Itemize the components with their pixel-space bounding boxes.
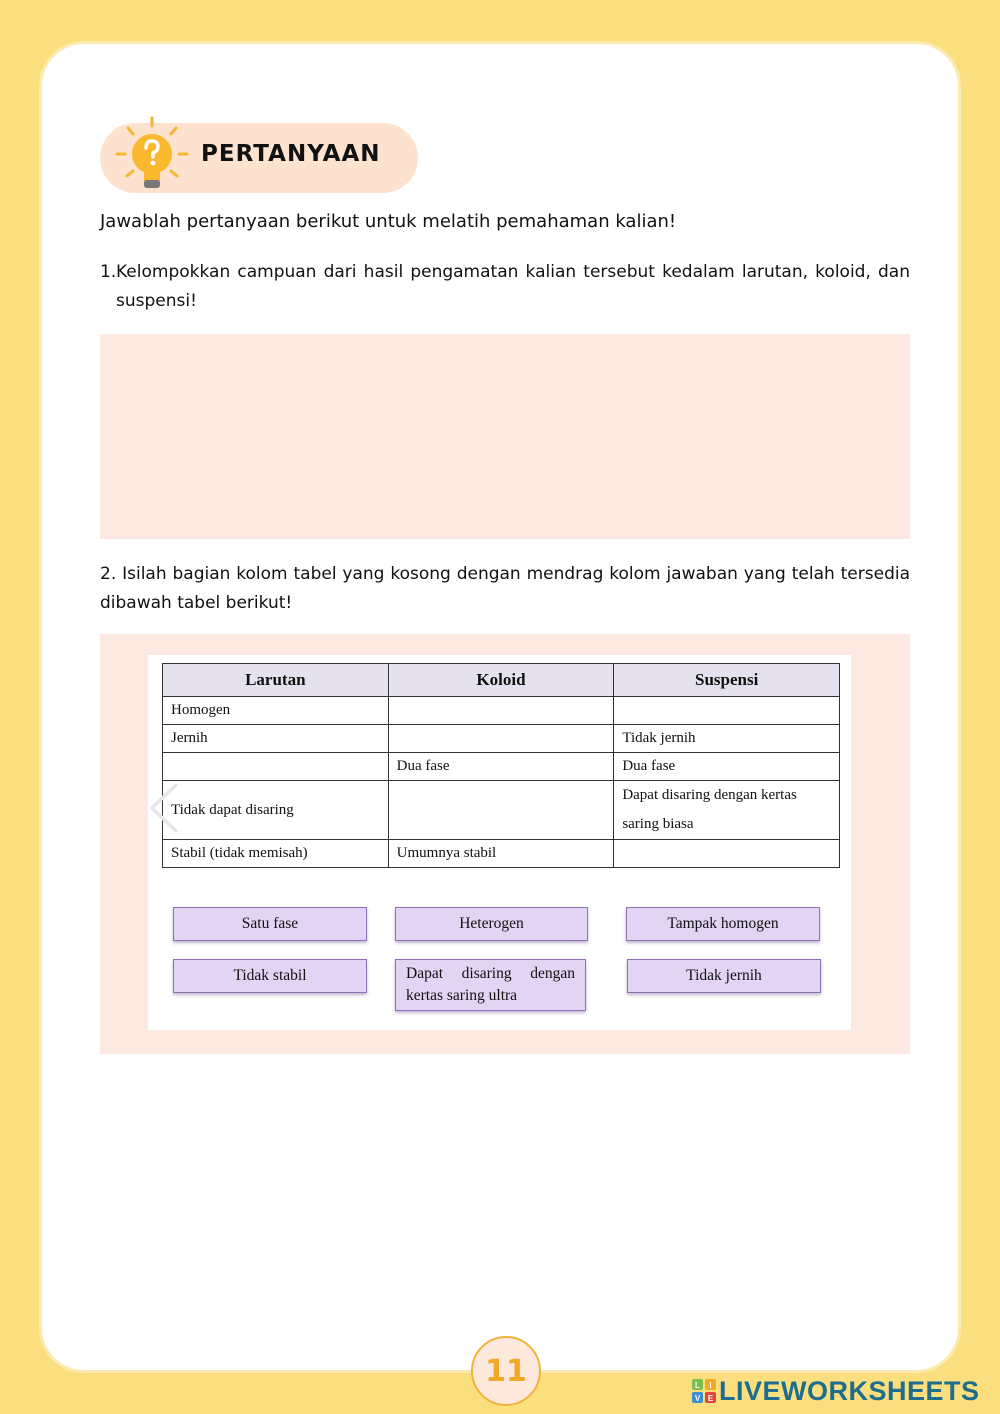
classification-table: [162, 663, 840, 868]
table-row: [163, 697, 840, 725]
draggable-answer-chip[interactable]: Heterogen: [395, 907, 588, 941]
svg-text:L: L: [695, 1381, 700, 1390]
svg-text:I: I: [709, 1381, 712, 1390]
table-cell: Homogen: [163, 697, 389, 725]
table-cell: Jernih: [163, 725, 389, 753]
table-row: [163, 753, 840, 781]
draggable-answer-chip[interactable]: Dapat disaring dengan kertas saring ultra: [395, 959, 586, 1011]
header-larutan: Larutan: [163, 664, 389, 697]
drop-slot[interactable]: [388, 781, 614, 840]
table-cell: Dapat disaring dengan kertas saring biasa: [614, 781, 840, 840]
table-row: [163, 725, 840, 753]
draggable-answer-chip[interactable]: Tampak homogen: [626, 907, 820, 941]
table-header-row: [163, 664, 840, 697]
question-1: [100, 258, 910, 316]
question-2-text: 2. Isilah bagian kolom tabel yang kosong dengan mendrag kolom jawaban yang telah tersedia dibawah tabel berikut!: [100, 564, 910, 613]
page-number: 11: [471, 1336, 541, 1406]
table-cell: Stabil (tidak memisah): [163, 840, 389, 868]
brand-name: LIVEWORKSHEETS: [719, 1375, 980, 1406]
table-cell: Umumnya stabil: [388, 840, 614, 868]
question-1-number: 1.: [100, 262, 117, 282]
draggable-answer-chip[interactable]: Satu fase: [173, 907, 367, 941]
drop-slot[interactable]: [614, 697, 840, 725]
lightbulb-icon: [112, 114, 192, 198]
drop-slot[interactable]: [163, 753, 389, 781]
drop-slot[interactable]: [614, 840, 840, 868]
draggable-answer-chip[interactable]: Tidak jernih: [627, 959, 821, 993]
table-cell: Dua fase: [388, 753, 614, 781]
table-cell: Dua fase: [614, 753, 840, 781]
svg-text:E: E: [707, 1394, 714, 1403]
intro-text: Jawablah pertanyaan berikut untuk melatih pemahaman kalian!: [100, 211, 677, 232]
chevron-left-icon[interactable]: [146, 782, 182, 834]
header-suspensi: Suspensi: [614, 664, 840, 697]
question-1-text: Kelompokkan campuan dari hasil pengamatan kalian tersebut kedalam larutan, koloid, dan suspensi!: [116, 262, 910, 311]
liveworksheets-logo-icon: [692, 1379, 716, 1403]
answer-textbox[interactable]: [100, 334, 910, 539]
table-cell: Tidak jernih: [614, 725, 840, 753]
drop-slot[interactable]: [388, 725, 614, 753]
section-title: PERTANYAAN: [201, 141, 381, 167]
table-row: [163, 781, 840, 840]
table-row: [163, 840, 840, 868]
liveworksheets-logo: [692, 1374, 980, 1408]
draggable-answer-chip[interactable]: Tidak stabil: [173, 959, 367, 993]
table-cell: Tidak dapat disaring: [163, 781, 389, 840]
svg-text:V: V: [694, 1394, 701, 1403]
drop-slot[interactable]: [388, 697, 614, 725]
header-koloid: Koloid: [388, 664, 614, 697]
